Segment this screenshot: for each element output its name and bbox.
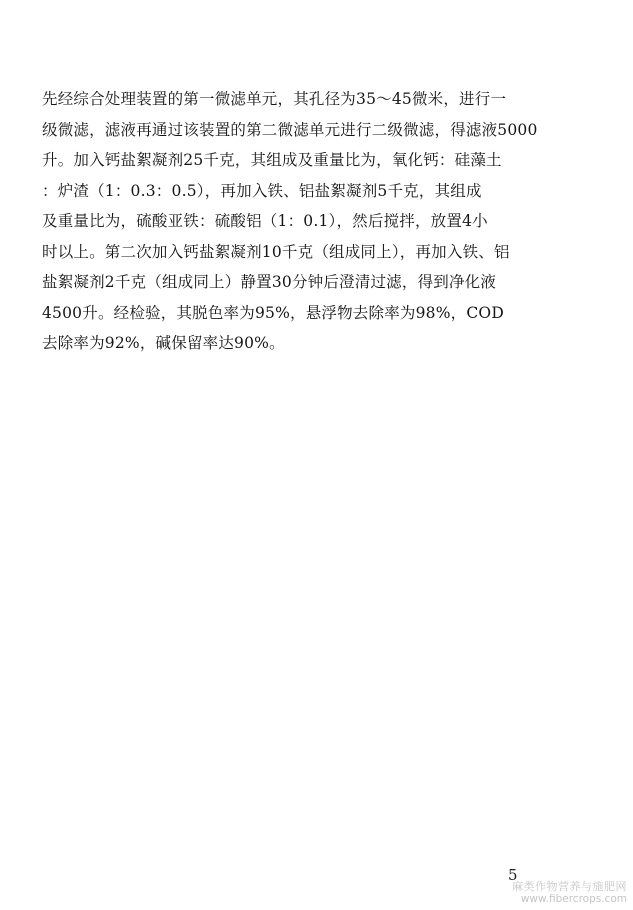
watermark [512,880,627,906]
text-line: 先经综合处理装置的第一微滤单元，其孔径为35～45微米，进行一 [42,90,507,108]
text-line: 及重量比为，硫酸亚铁：硫酸铝（1：0.1），然后搅拌，放置4小 [42,212,488,230]
text-line: 4500升。经检验，其脱色率为95%，悬浮物去除率为98%，COD [42,303,504,322]
text-line: 级微滤，滤液再通过该装置的第二微滤单元进行二级微滤，得滤液5000 [42,120,538,139]
watermark-url: www.fibercrops.com [520,893,627,905]
text-line: 盐絮凝剂2千克（组成同上）静置30分钟后澄清过滤，得到净化液 [42,273,497,291]
page-number: 5 [508,866,518,884]
text-line: ：炉渣（1：0.3：0.5），再加入铁、铝盐絮凝剂5千克，其组成 [42,181,482,200]
text-line: 升。加入钙盐絮凝剂25千克，其组成及重量比为，氧化钙：硅藻土 [42,151,502,169]
text-line: 去除率为92%，碱保留率达90%。 [42,334,285,352]
body-text [42,84,590,359]
text-line: 时以上。第二次加入钙盐絮凝剂10千克（组成同上），再加入铁、铝 [42,242,510,261]
watermark-site-name: 麻类作物营养与施肥网 [512,880,627,893]
